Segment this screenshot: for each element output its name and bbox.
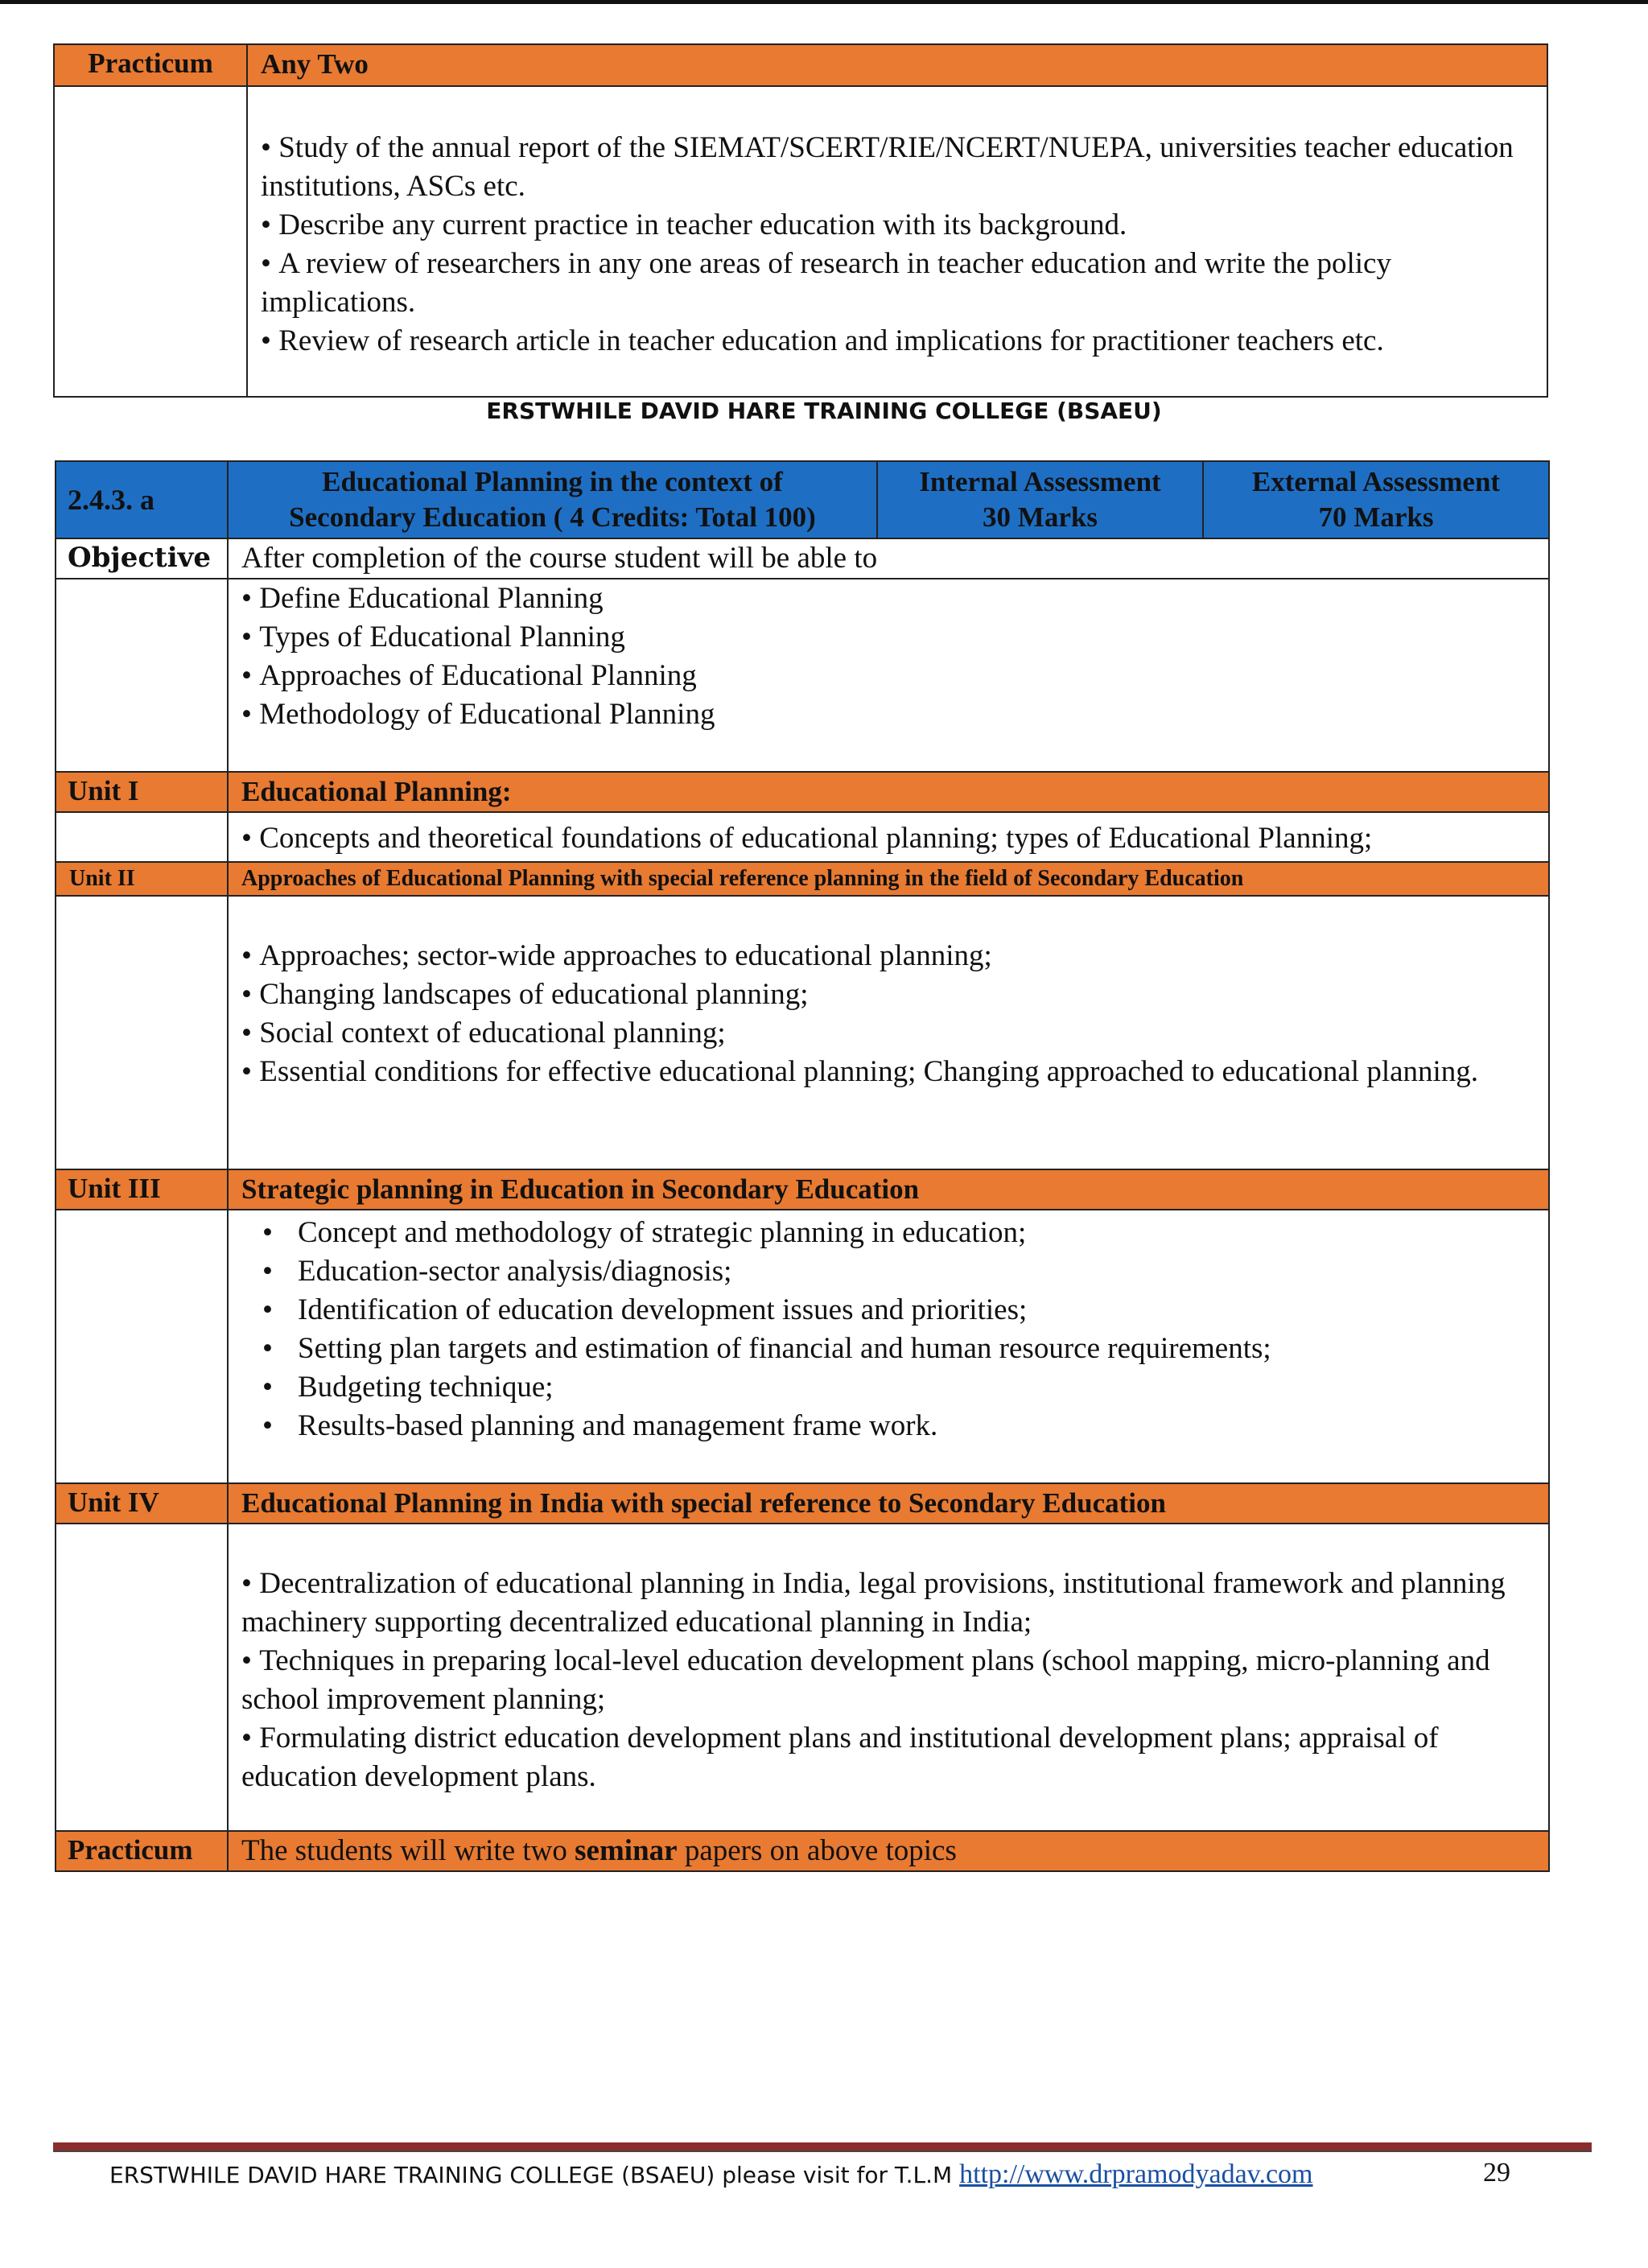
college-caption: ERSTWHILE DAVID HARE TRAINING COLLEGE (BSAEU) bbox=[486, 398, 1162, 424]
list-item: • Results-based planning and management frame work. bbox=[241, 1407, 1529, 1445]
unit4-title: Educational Planning in India with special reference to Secondary Education bbox=[228, 1483, 1549, 1524]
course-title bbox=[228, 461, 877, 538]
practicum-empty-cell bbox=[54, 86, 247, 397]
external-assessment-label: External Assessment bbox=[1251, 466, 1501, 497]
list-item: • Formulating district education development plans and institutional development plans; appraisal of education development plans. bbox=[241, 1719, 1529, 1796]
unit3-items bbox=[228, 1210, 1549, 1483]
list-item: • Review of research article in teacher education and implications for practitioner teachers etc. bbox=[261, 322, 1527, 361]
footer-link[interactable]: http://www.drpramodyadav.com bbox=[959, 2159, 1313, 2189]
list-item: • Types of Educational Planning bbox=[241, 618, 1529, 657]
list-item: • Techniques in preparing local-level education development plans (school mapping, micro-planning and school improvement planning; bbox=[241, 1642, 1529, 1719]
list-item: • Essential conditions for effective educational planning; Changing approached to educational planning. bbox=[241, 1053, 1529, 1091]
list-item: • Decentralization of educational planning in India, legal provisions, institutional framework and planning machinery supporting decentralized educational planning in India; bbox=[241, 1565, 1529, 1642]
objective-label: Objective bbox=[56, 538, 228, 579]
unit2-label: Unit II bbox=[56, 862, 228, 896]
course-title-line1: Educational Planning in the context of bbox=[322, 466, 783, 497]
list-item: • Concepts and theoretical foundations of educational planning; types of Educational Planning; bbox=[241, 819, 1529, 858]
unit4-label: Unit IV bbox=[56, 1483, 228, 1524]
footer-rule bbox=[53, 2142, 1592, 2152]
list-item: • Approaches; sector-wide approaches to educational planning; bbox=[241, 937, 1529, 975]
unit3-empty-cell bbox=[56, 1210, 228, 1483]
list-item: • Education-sector analysis/diagnosis; bbox=[241, 1252, 1529, 1291]
list-item: • Study of the annual report of the SIEMAT/SCERT/RIE/NCERT/NUEPA, universities teacher education institutions, ASCs etc. bbox=[261, 129, 1527, 206]
objective-text: After completion of the course student will be able to bbox=[228, 538, 1549, 579]
page-number: 29 bbox=[1483, 2158, 1510, 2188]
list-item: • Budgeting technique; bbox=[241, 1368, 1529, 1407]
internal-assessment-label: Internal Assessment bbox=[919, 466, 1161, 497]
unit2-empty-cell bbox=[56, 896, 228, 1169]
list-item: • Approaches of Educational Planning bbox=[241, 657, 1529, 695]
objective-empty-cell bbox=[56, 579, 228, 772]
practicum-heading: Any Two bbox=[247, 44, 1547, 86]
unit2-items bbox=[228, 896, 1549, 1169]
unit1-title: Educational Planning: bbox=[228, 772, 1549, 812]
list-item: • Concept and methodology of strategic planning in education; bbox=[241, 1214, 1529, 1252]
practicum-text-bold: seminar bbox=[575, 1834, 678, 1867]
practicum-items bbox=[247, 86, 1547, 397]
practicum-table bbox=[53, 43, 1548, 398]
course-practicum-text bbox=[228, 1831, 1549, 1871]
objective-list bbox=[228, 579, 1549, 772]
course-code-text: 2.4.3. a bbox=[68, 484, 154, 516]
list-item: • Methodology of Educational Planning bbox=[241, 695, 1529, 734]
list-item: • Social context of educational planning; bbox=[241, 1014, 1529, 1053]
unit4-empty-cell bbox=[56, 1524, 228, 1831]
course-title-line2: Secondary Education ( 4 Credits: Total 100) bbox=[289, 501, 816, 533]
unit2-title: Approaches of Educational Planning with special reference planning in the field of Secondary Education bbox=[228, 862, 1549, 896]
footer-text: ERSTWHILE DAVID HARE TRAINING COLLEGE (BSAEU) please visit for T.L.M bbox=[109, 2162, 953, 2188]
course-practicum-label: Practicum bbox=[56, 1831, 228, 1871]
course-table bbox=[55, 460, 1550, 1872]
practicum-label: Practicum bbox=[54, 44, 247, 86]
unit1-empty-cell bbox=[56, 812, 228, 862]
footer bbox=[109, 2159, 1313, 2190]
practicum-text-after: papers on above topics bbox=[677, 1834, 957, 1867]
external-assessment bbox=[1203, 461, 1549, 538]
unit3-label: Unit III bbox=[56, 1169, 228, 1210]
unit1-label: Unit I bbox=[56, 772, 228, 812]
external-assessment-marks: 70 Marks bbox=[1318, 501, 1434, 533]
unit4-items bbox=[228, 1524, 1549, 1831]
list-item: • Identification of education development issues and priorities; bbox=[241, 1291, 1529, 1330]
internal-assessment-marks: 30 Marks bbox=[983, 501, 1098, 533]
list-item: • Define Educational Planning bbox=[241, 579, 1529, 618]
list-item: • Describe any current practice in teacher education with its background. bbox=[261, 206, 1527, 245]
list-item: • A review of researchers in any one areas of research in teacher education and write the policy implications. bbox=[261, 245, 1527, 322]
course-code bbox=[56, 461, 228, 538]
list-item: • Setting plan targets and estimation of financial and human resource requirements; bbox=[241, 1330, 1529, 1368]
internal-assessment bbox=[877, 461, 1203, 538]
practicum-text-before: The students will write two bbox=[241, 1834, 575, 1867]
top-rule bbox=[0, 0, 1648, 4]
list-item: • Changing landscapes of educational planning; bbox=[241, 975, 1529, 1014]
unit1-items bbox=[228, 812, 1549, 862]
unit3-title: Strategic planning in Education in Secondary Education bbox=[228, 1169, 1549, 1210]
